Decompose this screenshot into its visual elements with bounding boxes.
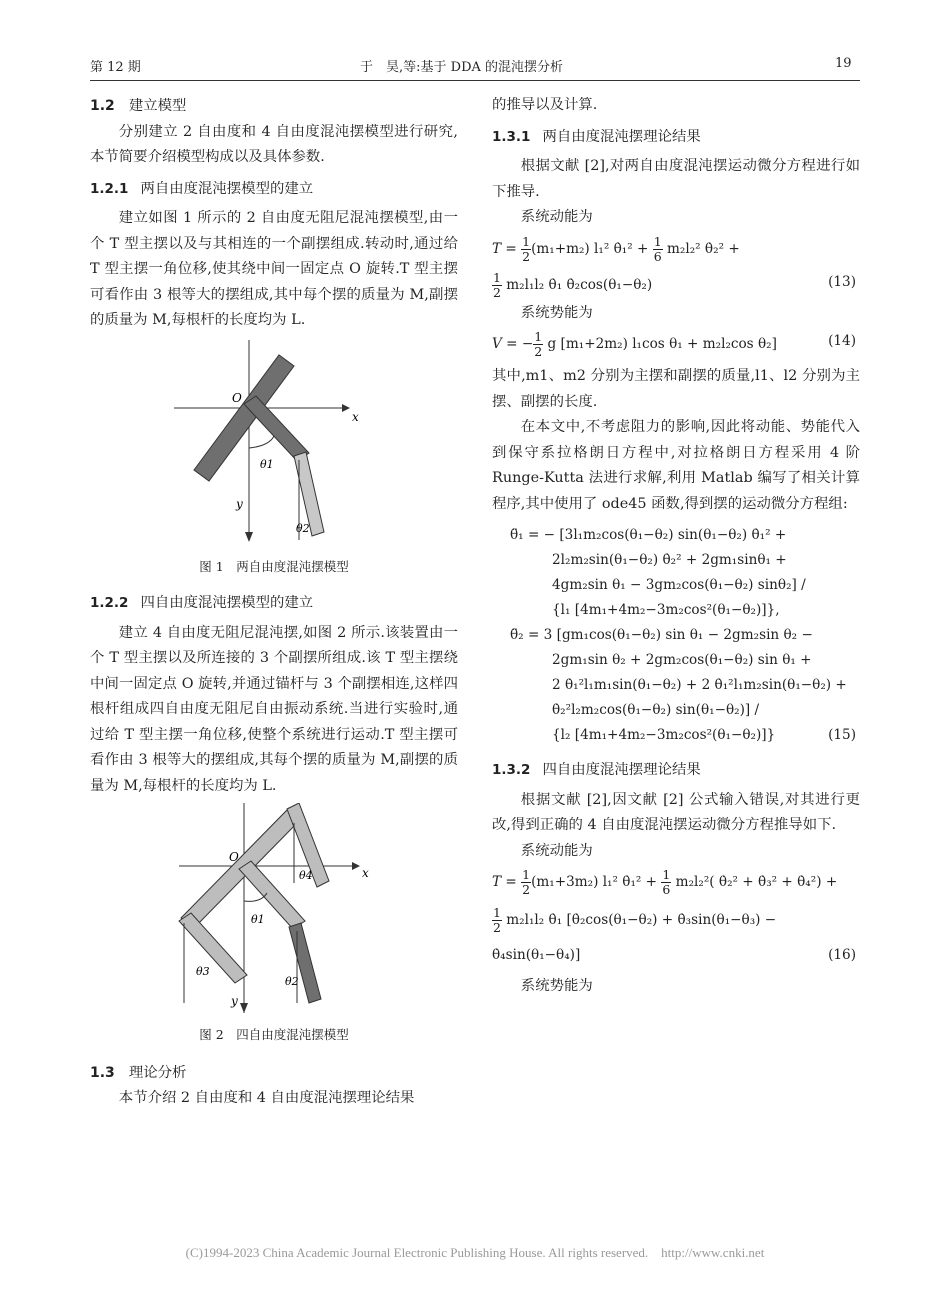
section-1-3-2-heading: 1.3.2 四自由度混沌摆理论结果 xyxy=(492,762,701,778)
copyright-footer: (C)1994-2023 China Academic Journal Electronic Publishing House. All rights reserved. http://www.cnki.net xyxy=(185,1245,765,1260)
section-1-3-paragraph: 本节介绍 2 自由度和 4 自由度混沌摆理论结果 xyxy=(118,1090,415,1106)
sub-pendulum-1 xyxy=(289,923,321,1003)
section-1-3-1-heading: 1.3.1 两自由度混沌摆理论结果 xyxy=(492,128,701,145)
equation-13-number: (13) xyxy=(828,273,856,290)
y-label: y xyxy=(236,496,243,511)
potential-energy-label: 系统势能为 xyxy=(520,304,593,321)
equation-16: T = $\frac{1}{2}$ (m₁+3m₂) l₁² θ̇₁² + $\frac{1}{6}$ m₂l₂²( θ̇₂² + θ̇₃² + θ̇₄²) + $\frac{1}{2}$ m₂l₁l₂ θ̇₁ [θ̇₂cos(θ₁−θ₂) + θ̇₃sin(θ₁−θ₃) − θ̇₄sin(θ₁−θ₄)] (16) xyxy=(492,868,860,970)
theta1-label: θ1 xyxy=(260,457,274,471)
theta1-label: θ1 xyxy=(251,913,265,926)
page-number: 19 xyxy=(835,56,852,71)
origin-label: O xyxy=(232,390,242,405)
y-label: y xyxy=(231,994,238,1008)
y-axis-arrow xyxy=(240,1003,248,1013)
y-axis-arrow xyxy=(245,532,253,542)
equation-15: θ̈₁ = − [3l₁m₂cos(θ₁−θ₂) sin(θ₁−θ₂) θ̇₁² + 2l₂m₂sin(θ₁−θ₂) θ̇₂² + 2gm₁sinθ₁ + 4gm₂sin θ₁ − 3gm₂cos(θ₁−θ₂) sinθ₂] / {l₁ [4m₁+4m₂−3m₂cos²(θ₁−θ₂)]}, θ̈₂ = 3 [gm₁cos(θ₁−θ₂) sin θ₁ − 2gm₂sin θ₂ − 2gm₁sin θ₂ + 2gm₂cos(θ₁−θ₂) sin θ₁ + 2 θ̇₁²l₁m₁sin(θ₁−θ₂) + 2 θ̇₁²l₁m₂sin(θ₁−θ₂) + θ̇₂²l₂m₂cos(θ₁−θ₂) sin(θ₁−θ₂)] / {l₂ [4m₁+4m₂−3m₂cos²(θ₁−θ₂)]} (15) xyxy=(492,523,860,748)
figure-2-diagram xyxy=(169,803,379,1018)
kinetic-energy-label: 系统动能为 xyxy=(520,209,593,225)
section-1-2-paragraph: 分别建立 2 自由度和 4 自由度混沌摆模型进行研究,本节简要介绍模型构成以及具体参数. xyxy=(90,123,458,165)
right-column xyxy=(492,93,860,1000)
x-label: x xyxy=(362,866,369,880)
sub-pendulum-2 xyxy=(179,913,247,983)
section-1-3-heading: 1.3 理论分析 xyxy=(90,1064,187,1081)
theta2-label: θ2 xyxy=(285,975,299,988)
potential-energy-label-2: 系统势能为 xyxy=(520,978,593,994)
section-1-2-2-paragraph: 建立 4 自由度无阻尼混沌摆,如图 2 所示.该装置由一个 T 型主摆以及所连接的 3 个副摆所组成.该 T 型主摆绕中间一固定点 O 旋转,并通过锚杆与 3 个副摆相连,这样四根杆组成四自由度无阻尼自由振动系统.当进行实验时,通过给 T 型主摆一角位移,使整个系统进行运动.T 型主摆可看作由 3 根等大的摆组成,其每个摆的质量为 M,副摆的质量为 M,每根杆的长度均为 L. xyxy=(90,624,458,794)
section-1-2-2-heading: 1.2.2 四自由度混沌摆模型的建立 xyxy=(90,595,314,611)
continued-text: 的推导以及计算. xyxy=(492,97,598,113)
header-rule xyxy=(90,80,860,81)
section-1-3-1-paragraph-2: 其中,m1、m2 分别为主摆和副摆的质量,l1、l2 分别为主摆、副摆的长度. xyxy=(492,368,860,410)
equation-13: T = $\frac{1}{2}$ (m₁+m₂) l₁² θ̇₁² + $\frac{1}{6}$ m₂l₂² θ̇₂² + $\frac{1}{2}$ m₂l₁l₂ θ̇₁ θ̇₂cos(θ₁−θ₂) (13) xyxy=(492,233,856,300)
main-pendulum-bar-2 xyxy=(244,396,309,461)
x-label: x xyxy=(352,409,359,424)
x-axis-arrow xyxy=(352,862,360,870)
origin-label: O xyxy=(229,850,239,864)
section-1-2-1-heading: 1.2.1 两自由度混沌摆模型的建立 xyxy=(90,180,314,197)
section-1-2-1-paragraph: 建立如图 1 所示的 2 自由度无阻尼混沌摆模型,由一个 T 型主摆以及与其相连的一个副摆组成.转动时,通过给 T 型主摆一角位移,使其绕中间一固定点 O 旋转.T 型主摆可看作由 3 根等大的摆组成,其中每个摆的质量为 M,副摆的质量为 M,每根杆的长度均为 L. xyxy=(90,210,458,328)
main-pendulum-bar-2 xyxy=(239,861,305,929)
theta4-label: θ4 xyxy=(299,869,313,882)
section-1-3-1-paragraph-3: 在本文中,不考虑阻力的影响,因此将动能、势能代入到保守系拉格朗日方程中,对拉格朗日方程采用 4 阶 Runge-Kutta 法进行求解,利用 Matlab 编写了相关计算程序,其中使用了 ode45 函数,得到摆的运动微分方程组: xyxy=(492,419,860,512)
equation-14-number: (14) xyxy=(828,333,856,349)
equation-15-number: (15) xyxy=(828,727,856,743)
equation-16-number: (16) xyxy=(828,947,856,963)
figure-2-caption: 图 2 四自由度混沌摆模型 xyxy=(199,1027,349,1042)
figure-1-caption: 图 1 两自由度混沌摆模型 xyxy=(199,558,349,574)
journal-issue: 第 12 期 xyxy=(90,60,141,75)
theta3-label: θ3 xyxy=(196,965,210,978)
x-axis-arrow xyxy=(342,404,350,412)
theta1-arc xyxy=(249,436,274,448)
equation-14: V = − $\frac{1}{2}$ g [m₁+2m₂) l₁cos θ₁ + m₂l₂cos θ₂] (14) xyxy=(492,329,856,359)
running-title: 于 昊,等:基于 DDA 的混沌摆分析 xyxy=(360,60,564,75)
main-pendulum-bar-1 xyxy=(194,355,294,481)
section-1-3-1-paragraph-1: 根据文献 [2],对两自由度混沌摆运动微分方程进行如下推导. xyxy=(492,158,860,200)
section-1-2-heading: 1.2 建立模型 xyxy=(90,98,187,114)
left-column xyxy=(90,93,458,1112)
kinetic-energy-label-2: 系统动能为 xyxy=(520,842,593,859)
theta2-label: θ2 xyxy=(296,521,310,535)
figure-1-diagram xyxy=(174,340,374,550)
section-1-3-2-paragraph-1: 根据文献 [2],因文献 [2] 公式输入错误,对其进行更改,得到正确的 4 自由度混沌摆运动微分方程推导如下. xyxy=(492,791,860,833)
